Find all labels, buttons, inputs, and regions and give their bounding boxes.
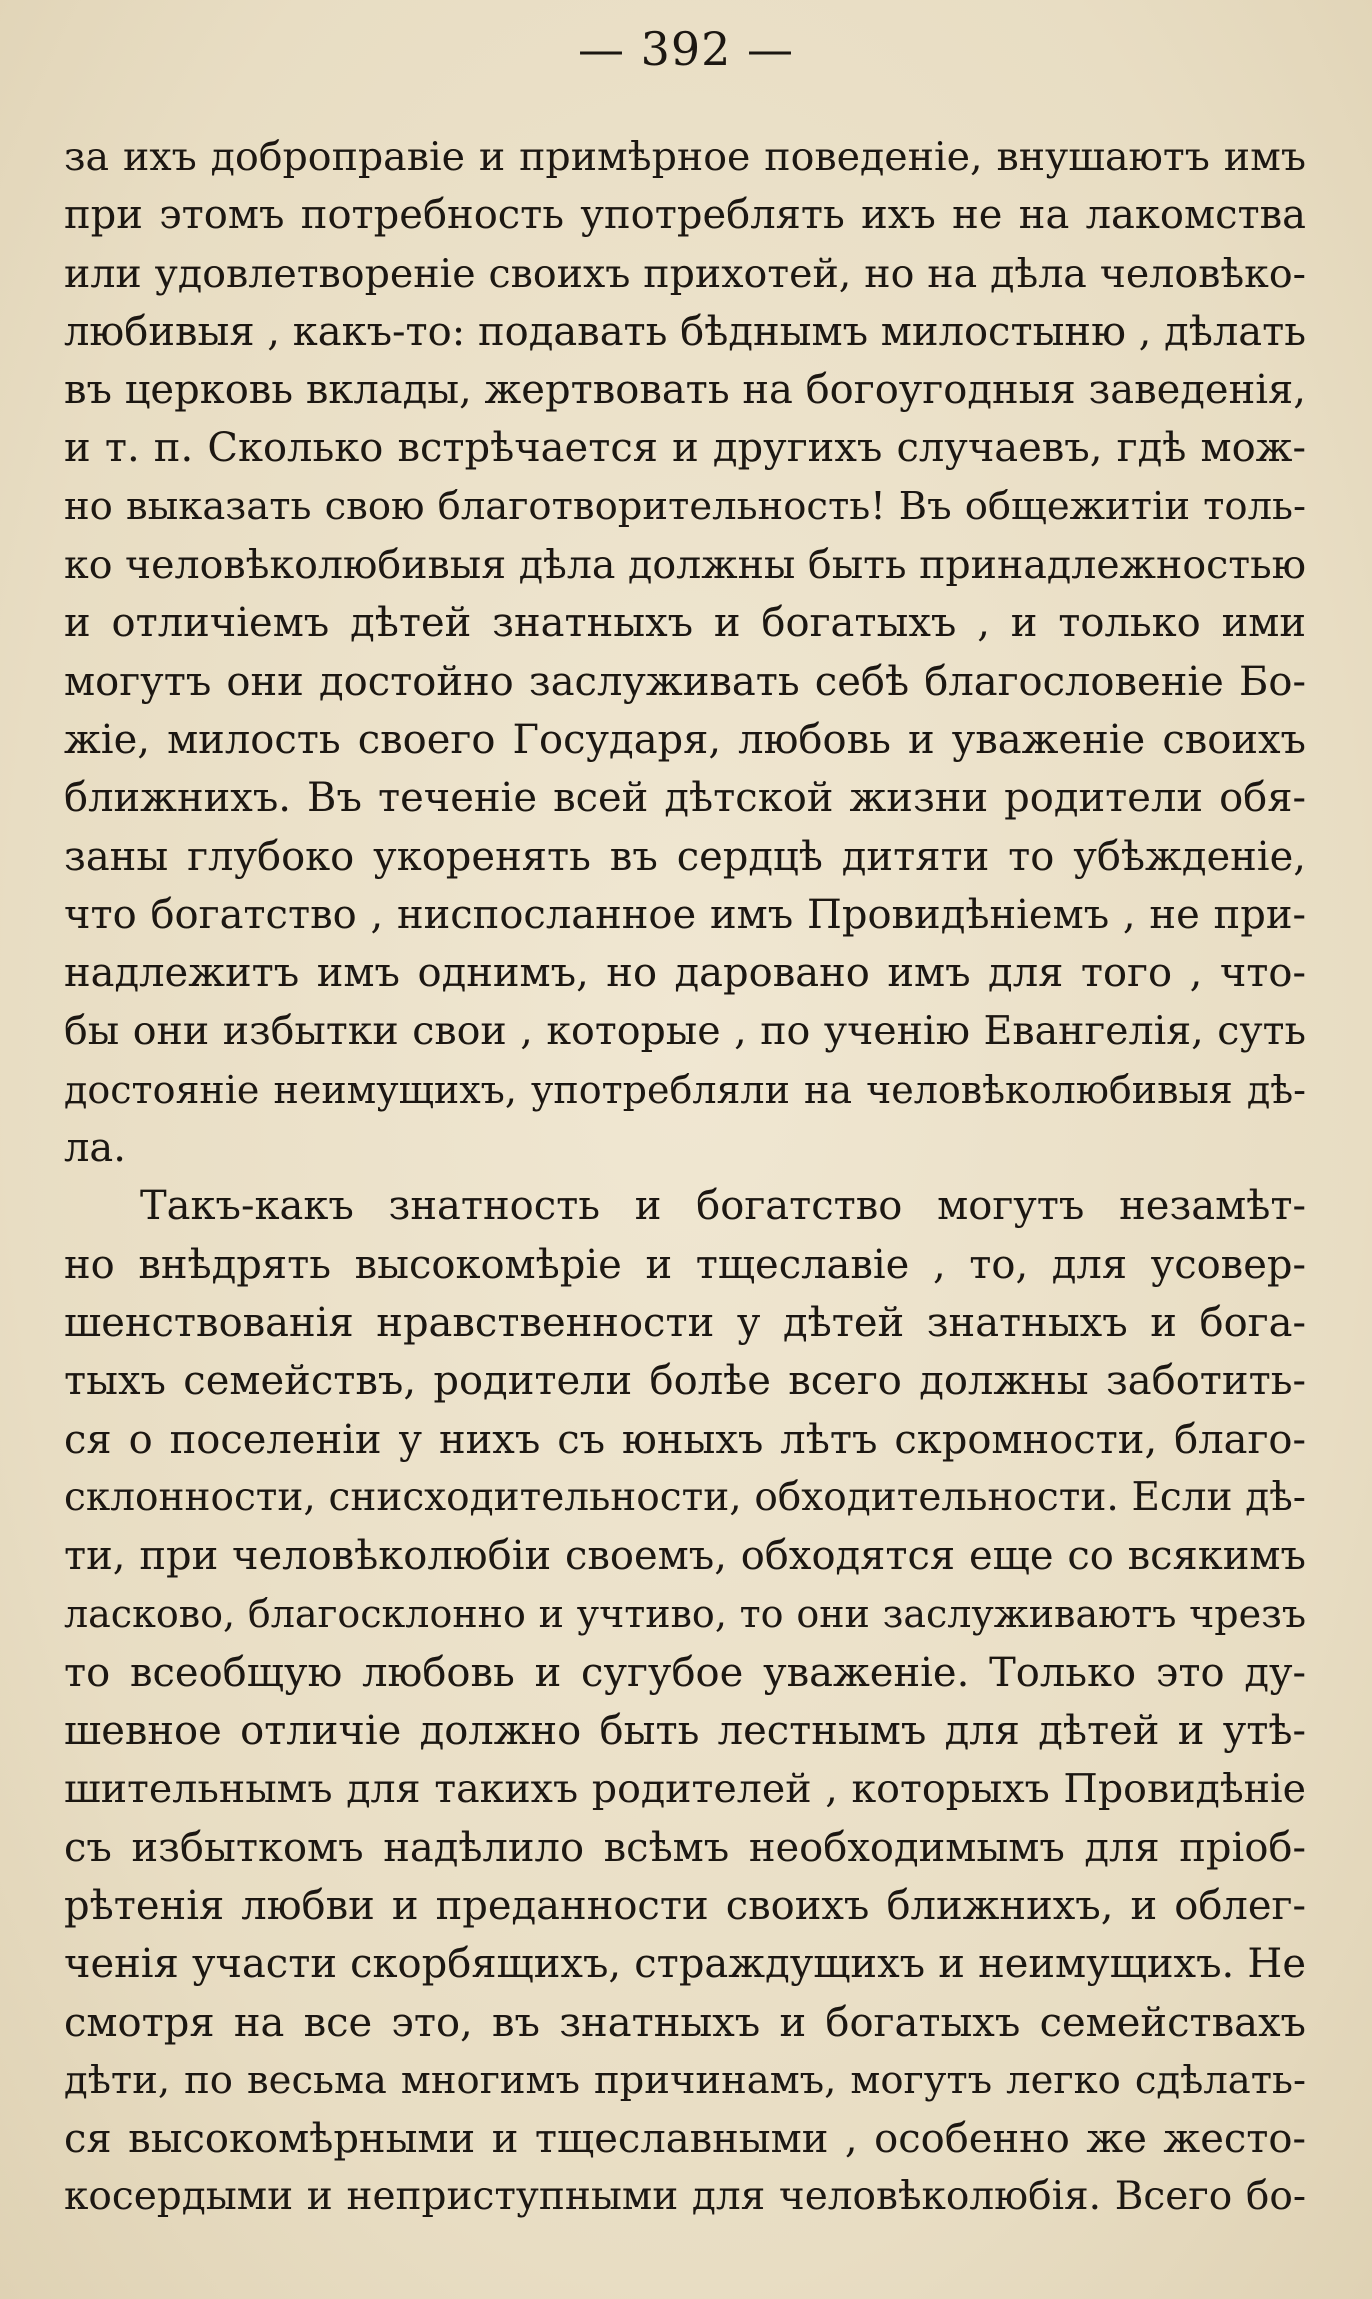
text-line: склонности, снисходительности, обходительности. Если дѣ- bbox=[64, 1474, 1306, 1520]
text-line: ти, при человѣколюбіи своемъ, обходятся еще со всякимъ bbox=[64, 1533, 1306, 1580]
text-line: ко человѣколюбивыя дѣла должны быть принадлежностью bbox=[64, 542, 1306, 589]
text-line: достояніе неимущихъ, употребляли на человѣколюбивыя дѣ- bbox=[64, 1067, 1306, 1112]
text-line: ла. bbox=[64, 1125, 126, 1172]
text-line: шенствованія нравственности у дѣтей знатныхъ и бога- bbox=[64, 1299, 1306, 1346]
text-line: любивыя , какъ-то: подавать бѣднымъ милостыню , дѣлать bbox=[64, 308, 1306, 355]
paragraph-1 bbox=[64, 128, 1306, 1177]
text-line: Такъ-какъ знатность и богатство могутъ незамѣт- bbox=[140, 1183, 1306, 1230]
text-line: шительнымъ для такихъ родителей , которыхъ Провидѣніе bbox=[64, 1766, 1306, 1813]
text-line: жіе, милость своего Государя, любовь и уваженіе своихъ bbox=[64, 716, 1306, 763]
paragraph-2 bbox=[64, 1177, 1306, 2226]
text-line: надлежитъ имъ однимъ, но даровано имъ для того , что- bbox=[64, 950, 1306, 997]
text-line: съ избыткомъ надѣлило всѣмъ необходимымъ для пріоб- bbox=[64, 1824, 1306, 1871]
text-line: ченія участи скорбящихъ, страждущихъ и неимущихъ. Не bbox=[64, 1941, 1306, 1988]
text-line: рѣтенія любви и преданности своихъ ближнихъ, и облег- bbox=[64, 1882, 1306, 1929]
text-line: то всеобщую любовь и сугубое уваженіе. Только это ду- bbox=[64, 1649, 1306, 1696]
text-line: косердыми и неприступными для человѣколюбія. Всего бо- bbox=[64, 2174, 1306, 2220]
text-line: ласково, благосклонно и учтиво, то они заслуживаютъ чрезъ bbox=[64, 1592, 1306, 1637]
text-line: но выказать свою благотворительность! Въ общежитіи толь- bbox=[64, 483, 1306, 529]
body-text bbox=[64, 128, 1306, 2227]
text-line: но внѣдрять высокомѣріе и тщеславіе , то, для усовер- bbox=[64, 1241, 1306, 1288]
text-line: ся высокомѣрными и тщеславными , особенно же жесто- bbox=[64, 2116, 1306, 2163]
page-number: — 392 — bbox=[577, 22, 795, 76]
text-line: ся о поселеніи у нихъ съ юныхъ лѣтъ скромности, благо- bbox=[64, 1416, 1306, 1463]
text-line: бы они избытки свои , которые , по ученію Евангелія, суть bbox=[64, 1008, 1306, 1055]
text-line: смотря на все это, въ знатныхъ и богатыхъ семействахъ bbox=[64, 1999, 1306, 2046]
text-line: шевное отличіе должно быть лестнымъ для дѣтей и утѣ- bbox=[64, 1708, 1306, 1755]
text-line: въ церковь вклады, жертвовать на богоугодныя заведенія, bbox=[64, 367, 1306, 414]
text-line: или удовлетвореніе своихъ прихотей, но на дѣла человѣко- bbox=[64, 250, 1306, 297]
text-line: могутъ они достойно заслуживать себѣ благословеніе Бо- bbox=[64, 658, 1306, 705]
text-line: и т. п. Сколько встрѣчается и другихъ случаевъ, гдѣ мож- bbox=[64, 425, 1306, 472]
text-line: ближнихъ. Въ теченіе всей дѣтской жизни родители обя- bbox=[64, 775, 1306, 822]
text-line: тыхъ семействъ, родители болѣе всего должны заботить- bbox=[64, 1358, 1306, 1405]
text-line: при этомъ потребность употреблять ихъ не на лакомства bbox=[64, 192, 1306, 239]
text-line: заны глубоко укоренять въ сердцѣ дитяти то убѣжденіе, bbox=[64, 833, 1306, 880]
text-line: дѣти, по весьма многимъ причинамъ, могутъ легко сдѣлать- bbox=[64, 2057, 1306, 2103]
text-line: что богатство , ниспосланное имъ Провидѣніемъ , не при- bbox=[64, 891, 1306, 938]
text-line: за ихъ доброправіе и примѣрное поведеніе, внушаютъ имъ bbox=[64, 134, 1306, 180]
text-line: и отличіемъ дѣтей знатныхъ и богатыхъ , и только ими bbox=[64, 600, 1306, 647]
